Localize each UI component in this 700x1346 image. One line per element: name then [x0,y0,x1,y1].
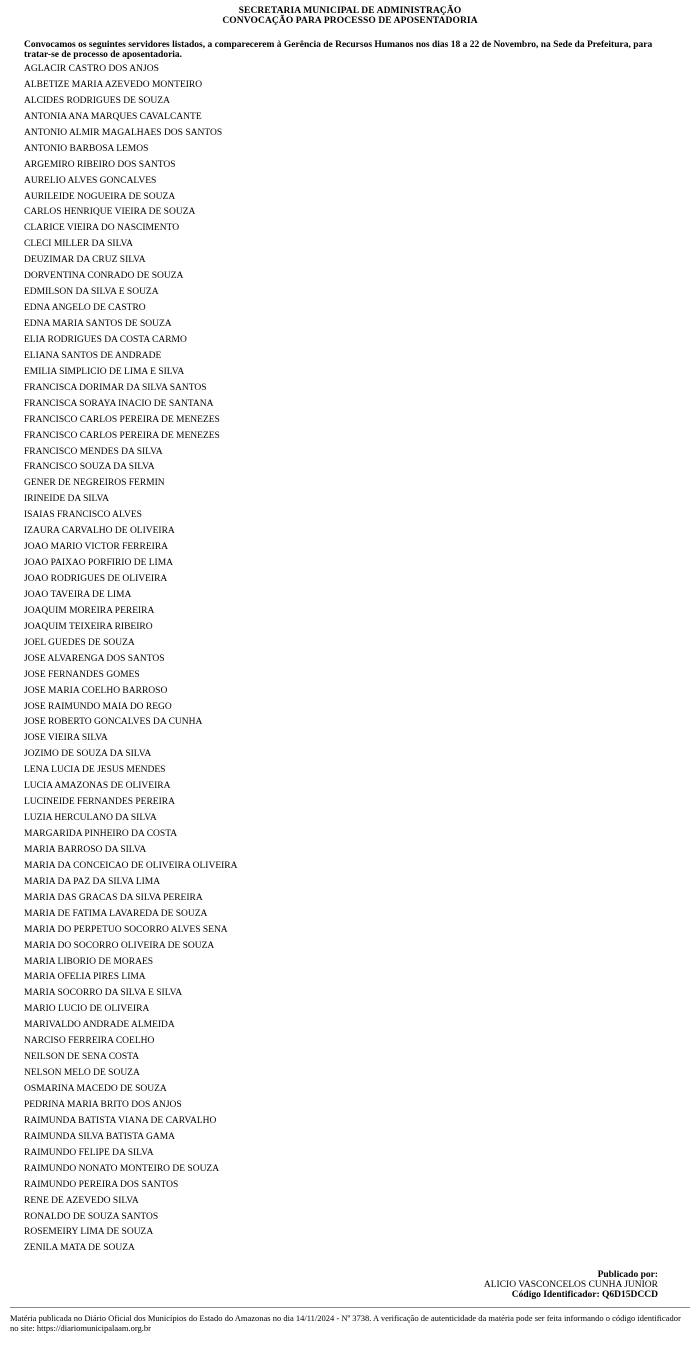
list-item: MARIA DO SOCORRO OLIVEIRA DE SOUZA [24,940,215,951]
list-item: OSMARINA MACEDO DE SOUZA [24,1084,167,1094]
list-item: FRANCISCO CARLOS PEREIRA DE MENEZES [24,430,220,441]
list-item: JOZIMO DE SOUZA DA SILVA [24,749,152,760]
list-item: PEDRINA MARIA BRITO DOS ANJOS [24,1099,182,1110]
list-item: JOSE VIEIRA SILVA [24,733,108,744]
list-item: NEILSON DE SENA COSTA [24,1052,140,1063]
list-item: FRANCISCA SORAYA INACIO DE SANTANA [24,398,214,409]
list-item: ALBETIZE MARIA AZEVEDO MONTEIRO [24,79,203,90]
list-item: RAIMUNDO NONATO MONTEIRO DE SOUZA [24,1163,220,1174]
list-item: JOSE ROBERTO GONCALVES DA CUNHA [24,717,203,728]
list-item: ZENILA MATA DE SOUZA [24,1243,135,1254]
list-item: LENA LUCIA DE JESUS MENDES [24,765,166,776]
list-item: JOAQUIM MOREIRA PEREIRA [24,605,155,616]
publication-block [484,1270,658,1300]
list-item: DEUZIMAR DA CRUZ SILVA [24,255,146,266]
document-title: CONVOCAÇÃO PARA PROCESSO DE APOSENTADORIA [222,16,478,26]
published-by-label: Publicado por: [597,1270,658,1280]
list-item: MARIA DA CONCEICAO DE OLIVEIRA OLIVEIRA [24,860,238,871]
list-item: FRANCISCO MENDES DA SILVA [24,446,163,457]
list-item: DORVENTINA CONRADO DE SOUZA [24,271,184,282]
list-item: ELIA RODRIGUES DA COSTA CARMO [24,334,187,345]
list-item: MARIO LUCIO DE OLIVEIRA [24,1004,150,1015]
list-item: EDMILSON DA SILVA E SOUZA [24,287,159,298]
list-item: FRANCISCO SOUZA DA SILVA [24,462,155,473]
list-item: CARLOS HENRIQUE VIEIRA DE SOUZA [24,207,196,218]
list-item: JOAO PAIXAO PORFIRIO DE LIMA [24,558,174,569]
list-item: MARIA DE FATIMA LAVAREDA DE SOUZA [24,908,208,919]
list-item: IZAURA CARVALHO DE OLIVEIRA [24,526,175,537]
list-item: AURILEIDE NOGUEIRA DE SOUZA [24,191,176,202]
list-item: RAIMUNDO FELIPE DA SILVA [24,1147,154,1158]
list-item: JOEL GUEDES DE SOUZA [24,637,135,648]
list-item: MARIVALDO ANDRADE ALMEIDA [24,1020,175,1031]
list-item: EDNA MARIA SANTOS DE SOUZA [24,319,172,329]
list-item: ANTONIO BARBOSA LEMOS [24,143,149,154]
list-item: MARIA OFELIA PIRES LIMA [24,972,146,983]
list-item: NARCISO FERREIRA COELHO [24,1036,155,1047]
list-item: LUCIA AMAZONAS DE OLIVEIRA [24,781,171,792]
department-title: SECRETARIA MUNICIPAL DE ADMINISTRAÇÃO [238,6,462,16]
list-item: LUCINEIDE FERNANDES PEREIRA [24,797,175,808]
employee-list [24,62,700,1257]
list-item: JOAO RODRIGUES DE OLIVEIRA [24,574,168,584]
list-item: MARIA BARROSO DA SILVA [24,844,147,855]
list-item: JOAO TAVEIRA DE LIMA [24,589,132,600]
list-item: JOAO MARIO VICTOR FERREIRA [24,542,169,553]
list-item: ANTONIA ANA MARQUES CAVALCANTE [24,111,202,122]
list-item: CLECI MILLER DA SILVA [24,239,133,250]
list-item: JOSE RAIMUNDO MAIA DO REGO [24,701,172,712]
list-item: ROSEMEIRY LIMA DE SOUZA [24,1227,154,1238]
list-item: CLARICE VIEIRA DO NASCIMENTO [24,223,180,234]
list-item: RAIMUNDA BATISTA VIANA DE CARVALHO [24,1115,217,1126]
list-item: RAIMUNDO PEREIRA DOS SANTOS [24,1179,179,1190]
list-item: ISAIAS FRANCISCO ALVES [24,510,142,521]
list-item: MARGARIDA PINHEIRO DA COSTA [24,829,178,839]
list-item: JOSE ALVARENGA DOS SANTOS [24,653,165,664]
list-item: GENER DE NEGREIROS FERMIN [24,478,165,489]
list-item: MARIA LIBORIO DE MORAES [24,956,154,967]
list-item: ANTONIO ALMIR MAGALHAES DOS SANTOS [24,127,223,138]
list-item: EDNA ANGELO DE CASTRO [24,303,146,314]
list-item: ALCIDES RODRIGUES DE SOUZA [24,95,170,106]
list-item: AGLACIR CASTRO DOS ANJOS [24,64,159,74]
publisher-name: ALICIO VASCONCELOS CUNHA JUNIOR [483,1280,658,1290]
list-item: EMILIA SIMPLICIO DE LIMA E SILVA [24,366,185,377]
list-item: MARIA DAS GRACAS DA SILVA PEREIRA [24,892,203,903]
list-item: NELSON MELO DE SOUZA [24,1068,140,1079]
list-item: FRANCISCA DORIMAR DA SILVA SANTOS [24,382,207,393]
list-item: MARIA DO PERPETUO SOCORRO ALVES SENA [24,924,228,935]
document-header [0,0,700,26]
list-item: MARIA DA PAZ DA SILVA LIMA [24,876,161,887]
list-item: ARGEMIRO RIBEIRO DOS SANTOS [24,159,176,170]
list-item: JOSE MARIA COELHO BARROSO [24,685,168,696]
list-item: RENE DE AZEVEDO SILVA [24,1195,139,1206]
list-item: RAIMUNDA SILVA BATISTA GAMA [24,1131,176,1142]
list-item: ELIANA SANTOS DE ANDRADE [24,350,162,361]
identifier-code: Código Identificador: Q6D15DCCD [511,1290,658,1300]
footer-divider [10,1307,690,1308]
intro-paragraph: Convocamos os seguintes servidores listados, a comparecerem à Gerência de Recursos Humanos nos dias 18 a 22 de Novembro, na Sede da Prefeitura, para tratar-se de processo de aposentadoria. [24,40,653,60]
list-item: FRANCISCO CARLOS PEREIRA DE MENEZES [24,414,220,425]
list-item: AURELIO ALVES GONCALVES [24,175,157,186]
footer-note: Matéria publicada no Diário Oficial dos Municípios do Estado do Amazonas no dia 14/11/2024 - Nº 3738. A verificação de autenticidade da matéria pode ser feita informando o código identificador no site: https://diariomunicipalaam.org.br [10,1313,681,1333]
list-item: IRINEIDE DA SILVA [24,494,109,505]
list-item: JOSE FERNANDES GOMES [24,669,140,680]
list-item: RONALDO DE SOUZA SANTOS [24,1211,159,1222]
list-item: MARIA SOCORRO DA SILVA E SILVA [24,988,183,999]
list-item: LUZIA HERCULANO DA SILVA [24,813,157,824]
list-item: JOAQUIM TEIXEIRA RIBEIRO [24,621,153,632]
